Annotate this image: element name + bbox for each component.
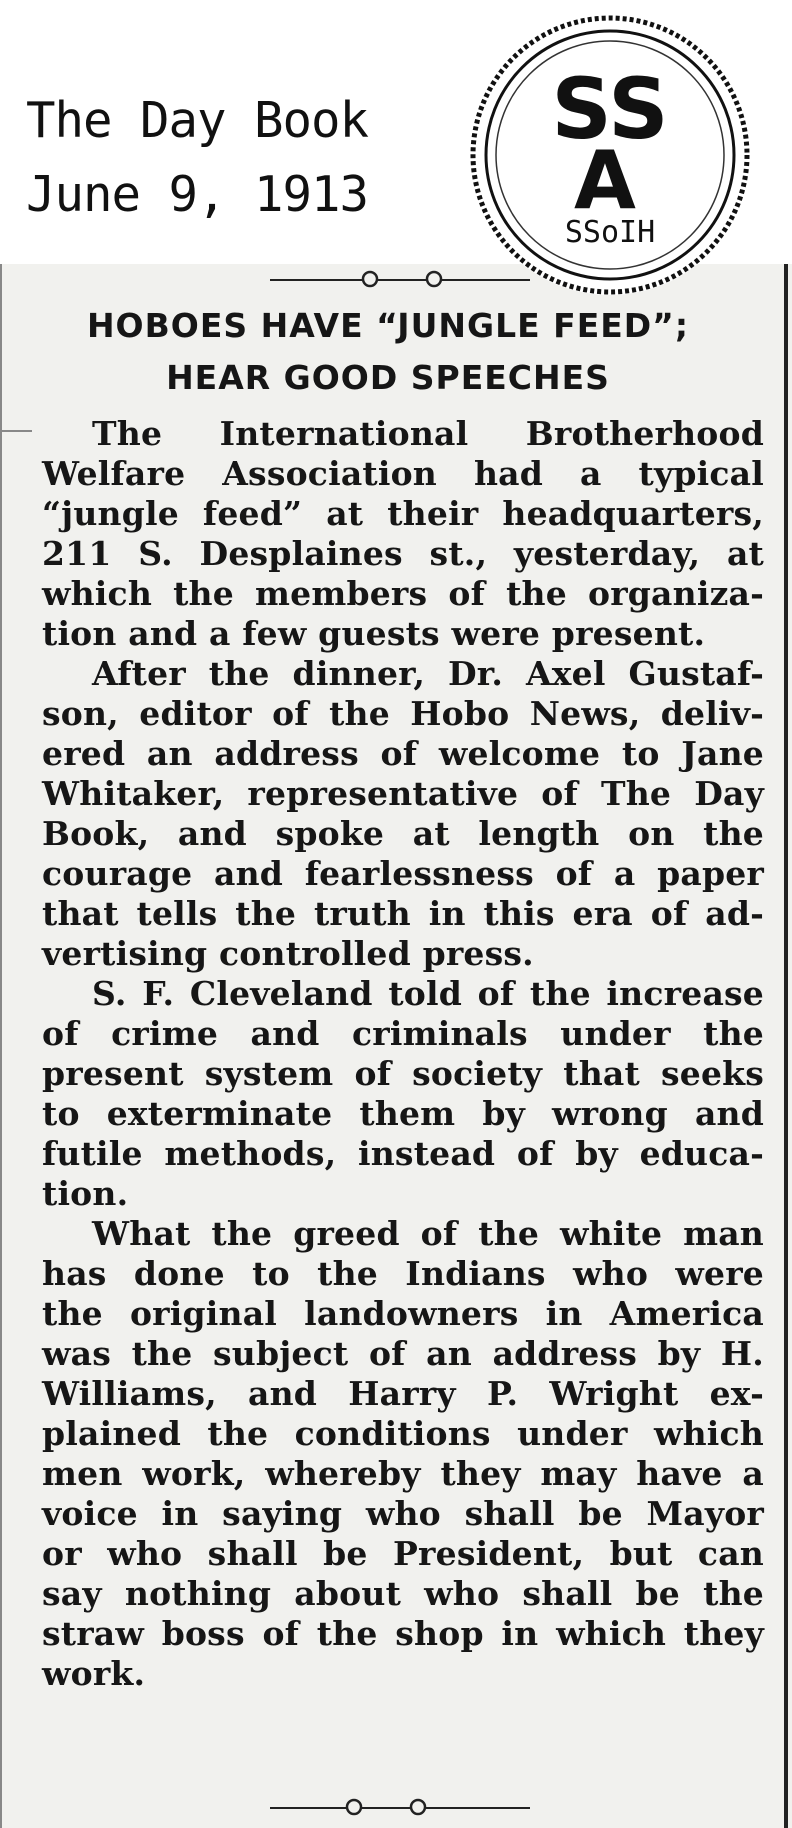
article-line: After the dinner, Dr. Axel Gustaf- bbox=[92, 654, 764, 693]
article-line: to exterminate them by wrong and bbox=[42, 1094, 764, 1133]
seal-caption: SSoIH bbox=[564, 215, 656, 250]
article-line: son, editor of the Hobo News, deliv- bbox=[42, 694, 764, 733]
article-line: 211 S. Desplaines st., yesterday, at bbox=[42, 534, 764, 573]
article-line: vertising controlled press. bbox=[42, 934, 534, 973]
article-line: was the subject of an address by H. bbox=[42, 1334, 764, 1373]
column-rule bbox=[784, 264, 788, 1828]
article-line: What the greed of the white man bbox=[92, 1214, 764, 1253]
article-line: work. bbox=[42, 1654, 146, 1693]
article-line: has done to the Indians who were bbox=[42, 1254, 764, 1293]
article-line: plained the conditions under which bbox=[42, 1414, 764, 1453]
article-line: tion. bbox=[42, 1174, 129, 1213]
article-line: Whitaker, representative of The Day bbox=[42, 774, 764, 813]
article-line: straw boss of the shop in which they bbox=[42, 1614, 764, 1653]
article-line: that tells the truth in this era of ad- bbox=[42, 894, 764, 933]
article-line: which the members of the organiza- bbox=[42, 574, 764, 613]
article-line: futile methods, instead of by educa- bbox=[42, 1134, 764, 1173]
article-line: men work, whereby they may have a bbox=[42, 1454, 764, 1493]
article-line: tion and a few guests were present. bbox=[42, 614, 706, 653]
article-line: ered an address of welcome to Jane bbox=[42, 734, 764, 773]
article-line: “jungle feed” at their headquarters, bbox=[42, 494, 764, 533]
headline-line-2: HEAR GOOD SPEECHES bbox=[166, 358, 610, 397]
article-line: S. F. Cleveland told of the increase bbox=[92, 974, 764, 1013]
seal-monogram-bottom: A bbox=[574, 134, 636, 227]
article-line: say nothing about who shall be the bbox=[42, 1574, 764, 1613]
article-line: The International Brotherhood bbox=[92, 414, 764, 453]
ssoih-seal-logo bbox=[465, 10, 755, 300]
article-line: Williams, and Harry P. Wright ex- bbox=[42, 1374, 764, 1413]
article-line: or who shall be President, but can bbox=[42, 1534, 764, 1573]
article-line: Welfare Association had a typical bbox=[42, 454, 764, 493]
publication-date: June 9, 1913 bbox=[26, 166, 369, 223]
article-line: the original landowners in America bbox=[42, 1294, 764, 1333]
article-line: Book, and spoke at length on the bbox=[42, 814, 764, 853]
headline-line-1: HOBOES HAVE “JUNGLE FEED”; bbox=[86, 306, 690, 345]
article-line: voice in saying who shall be Mayor bbox=[42, 1494, 764, 1533]
article-line: present system of society that seeks bbox=[42, 1054, 764, 1093]
margin-mark bbox=[2, 430, 32, 432]
bottom-ornament-divider bbox=[270, 1794, 530, 1820]
newspaper-clipping bbox=[0, 264, 792, 1828]
article-line: of crime and criminals under the bbox=[42, 1014, 764, 1053]
publication-name: The Day Book bbox=[26, 92, 369, 149]
article-line: courage and fearlessness of a paper bbox=[42, 854, 764, 893]
seal-monogram-top: SS bbox=[551, 60, 669, 158]
